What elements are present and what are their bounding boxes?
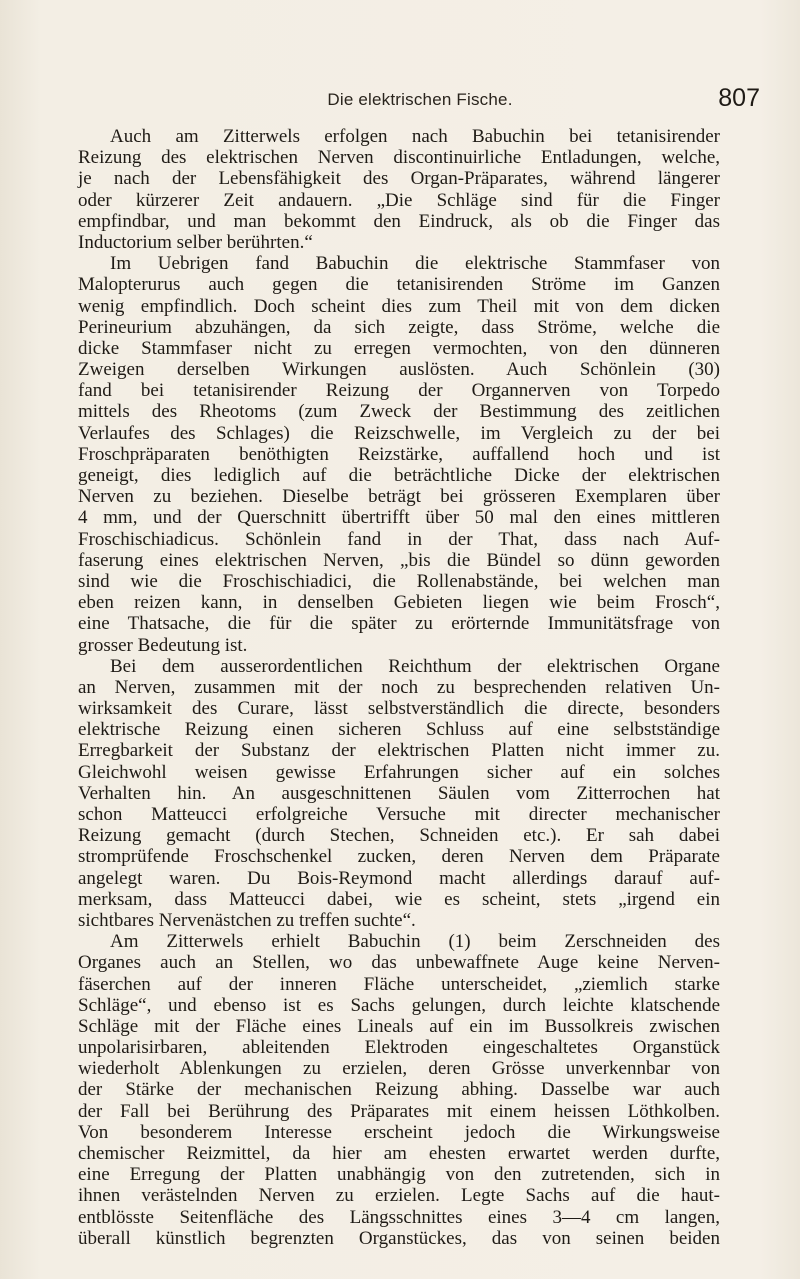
- text-line: der Stärke der mechanischen Reizung abhing. Dasselbe war auch: [78, 1079, 720, 1101]
- text-line: faserung eines elektrischen Nerven, „bis die Bündel so dünn geworden: [78, 549, 720, 571]
- text-line: eben reizen kann, in denselben Gebieten liegen wie beim Frosch“,: [78, 592, 720, 614]
- body-text: [78, 126, 720, 1249]
- text-line: je nach der Lebensfähigkeit des Organ-Präparates, während längerer: [78, 168, 720, 190]
- text-line: Zweigen derselben Wirkungen auslösten. Auch Schönlein (30): [78, 359, 720, 381]
- text-line: Von besonderem Interesse erscheint jedoch die Wirkungsweise: [78, 1121, 720, 1143]
- text-line: wenig empfindlich. Doch scheint dies zum Theil mit von dem dicken: [78, 295, 720, 317]
- text-line: geneigt, dies lediglich auf die beträchtliche Dicke der elektrischen: [78, 465, 720, 486]
- text-line: Am Zitterwels erhielt Babuchin (1) beim Zerschneiden des: [110, 931, 720, 953]
- page-number: 807: [718, 84, 760, 112]
- text-line: Bei dem ausserordentlichen Reichthum der elektrischen Organe: [110, 655, 720, 677]
- text-line: an Nerven, zusammen mit der noch zu besprechenden relativen Un-: [78, 676, 720, 698]
- text-line: Schläge“, und ebenso ist es Sachs gelungen, durch leichte klatschende: [78, 994, 720, 1016]
- text-line: überall künstlich begrenzten Organstückes, das von seinen beiden: [78, 1227, 720, 1249]
- text-line: Schläge mit der Fläche eines Lineals auf ein im Bussolkreis zwischen: [78, 1015, 720, 1037]
- text-line: Organes auch an Stellen, wo das unbewaffnete Auge keine Nerven-: [78, 952, 720, 974]
- text-line: 4 mm, und der Querschnitt übertrifft über 50 mal den eines mittleren: [78, 507, 720, 529]
- text-line: Verlaufes des Schlages) die Reizschwelle, im Vergleich zu der bei: [78, 422, 720, 444]
- text-line: Froschischiadicus. Schönlein fand in der That, dass nach Auf-: [78, 528, 720, 550]
- text-line: eine Erregung der Platten unabhängig von den zutretenden, sich in: [78, 1164, 720, 1186]
- text-line: sind wie die Froschischiadici, die Rollenabstände, bei welchen man: [78, 570, 720, 592]
- text-line: fäserchen auf der inneren Fläche unterscheidet, „ziemlich starke: [78, 973, 720, 995]
- text-line: Froschpräparaten benöthigten Reizstärke, auffallend hoch und ist: [78, 443, 720, 465]
- text-line: chemischer Reizmittel, da hier am ehesten erwartet werden durfte,: [78, 1143, 720, 1164]
- text-line: elektrische Reizung einen sicheren Schluss auf eine selbstständige: [78, 719, 720, 741]
- text-line: Im Uebrigen fand Babuchin die elektrische Stammfaser von: [110, 253, 720, 275]
- text-line: sichtbares Nervenästchen zu treffen suchte“.: [78, 909, 416, 931]
- text-line: Nerven zu beziehen. Dieselbe beträgt bei grösseren Exemplaren über: [78, 486, 720, 508]
- text-line: empfindbar, und man bekommt den Eindruck, als ob die Finger das: [78, 210, 720, 232]
- text-line: ihnen verästelnden Nerven zu erzielen. Legte Sachs auf die haut-: [78, 1185, 720, 1207]
- text-line: oder kürzerer Zeit andauern. „Die Schläge sind für die Finger: [78, 189, 720, 211]
- text-line: Reizung des elektrischen Nerven discontinuirliche Entladungen, welche,: [78, 147, 720, 169]
- text-line: Inductorium selber berührten.“: [78, 231, 313, 253]
- text-line: eine Thatsache, die für die später zu erörternde Immunitätsfrage von: [78, 613, 720, 635]
- text-line: stromprüfende Froschschenkel zucken, deren Nerven dem Präparate: [78, 846, 720, 868]
- text-line: dicke Stammfaser nicht zu erregen vermochten, von den dünneren: [78, 337, 720, 359]
- text-line: merksam, dass Matteucci dabei, wie es scheint, stets „irgend ein: [78, 888, 720, 910]
- text-line: entblösste Seitenfläche des Längsschnittes eines 3—4 cm langen,: [78, 1206, 720, 1228]
- text-line: Gleichwohl weisen gewisse Erfahrungen sicher auf ein solches: [78, 761, 720, 783]
- text-line: Malopterurus auch gegen die tetanisirenden Ströme im Ganzen: [78, 274, 720, 296]
- running-title: Die elektrischen Fische.: [327, 90, 513, 109]
- text-line: Reizung gemacht (durch Stechen, Schneiden etc.). Er sah dabei: [78, 825, 720, 847]
- text-line: Auch am Zitterwels erfolgen nach Babuchin bei tetanisirender: [110, 126, 720, 147]
- text-line: Erregbarkeit der Substanz der elektrischen Platten nicht immer zu.: [78, 740, 720, 762]
- text-line: angelegt waren. Du Bois-Reymond macht allerdings darauf auf-: [78, 867, 720, 889]
- text-line: unpolarisirbaren, ableitenden Elektroden eingeschaltetes Organstück: [78, 1037, 720, 1059]
- text-line: schon Matteucci erfolgreiche Versuche mit directer mechanischer: [78, 804, 720, 825]
- text-line: der Fall bei Berührung des Präparates mit einem heissen Löthkolben.: [78, 1100, 720, 1122]
- text-line: Perineurium abzuhängen, da sich zeigte, dass Ströme, welche die: [78, 316, 720, 338]
- text-line: grosser Bedeutung ist.: [78, 634, 248, 656]
- text-line: wiederholt Ablenkungen zu erzielen, deren Grösse unverkennbar von: [78, 1058, 720, 1080]
- text-line: wirksamkeit des Curare, lässt selbstverständlich die directe, besonders: [78, 698, 720, 720]
- text-line: Verhalten hin. An ausgeschnittenen Säulen vom Zitterrochen hat: [78, 782, 720, 804]
- text-line: fand bei tetanisirender Reizung der Organnerven von Torpedo: [78, 380, 720, 402]
- running-head: [80, 84, 760, 124]
- text-line: mittels des Rheotoms (zum Zweck der Bestimmung des zeitlichen: [78, 401, 720, 423]
